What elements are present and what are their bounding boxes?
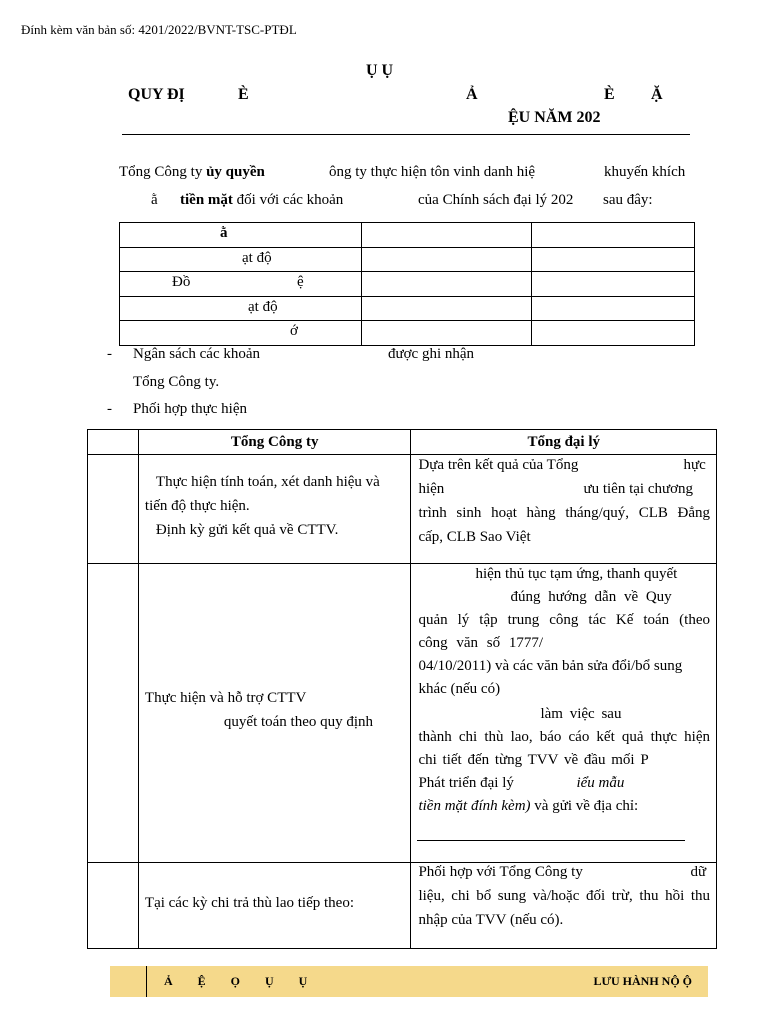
footer-separator [146,966,147,997]
table-row [120,223,695,248]
cell-text: dữ [690,864,707,880]
title-line-2-part-b: È [238,86,249,103]
cell-text: Dựa trên kết quả của Tổng [418,457,579,473]
title-line-2-part-c: Ả [466,86,478,103]
cell-text: cấp, CLB Sao Việt [418,529,531,545]
cell-text: làm việc sau [540,706,622,722]
intro-bold-cash: tiền mặt [180,192,233,208]
cell-text: đúng hướng dẫn về Quy [510,589,672,605]
cell-text: Tại các kỳ chi trả thù lao tiếp theo: [144,895,354,911]
item-label-cell [120,296,362,321]
title-line-1: Ụ Ụ [366,62,394,79]
footer-bar [110,966,708,997]
cell-text: Định kỳ gửi kết quả về CTTV. [155,522,339,538]
header-company: Tổng Công ty [138,430,411,455]
agent-cell [411,863,717,949]
italic-text: tiền mặt đính kèm) [418,798,531,814]
table-row [120,247,695,272]
intro-bold-text: ủy quyền [206,164,265,180]
title-underline [122,134,690,135]
cell-text: trình sinh hoạt hàng tháng/quý, CLB Đẳng [418,505,710,521]
agent-cell [411,455,717,564]
cell-text: Phát triển đại lý [418,775,514,791]
item-label: Đồ [172,274,191,291]
cell-text: Thực hiện và hỗ trợ CTTV [144,690,307,706]
cell-text [418,798,638,815]
intro-text: Tổng Công ty [119,164,207,180]
title-line-2-part-a: QUY ĐỊ [128,86,185,103]
table-row [88,564,717,863]
cell-text: tiến độ thực hiện. [144,498,250,514]
table-row [120,272,695,297]
cell-text: hiện [418,481,445,497]
title-line-2-part-d: È [604,86,615,103]
footer-left-text: Ả Ệ Ọ Ụ Ụ [164,974,308,988]
bullet-1-text-b: được ghi nhận [388,346,475,362]
item-label-cell [120,247,362,272]
intro-line-1 [119,164,265,181]
item-label: ệ [297,274,304,291]
address-blank-line [417,840,685,841]
bullet-2-text: Phối hợp thực hiện [133,401,247,417]
item-label-cell [120,321,362,346]
bullet-dash: - [107,401,112,417]
cell-text: hực [683,457,706,473]
bullet-dash: - [107,346,112,362]
intro-line-2-c: của Chính sách đại lý 202 [418,192,574,208]
item-value-cell [532,296,695,321]
item-label: ớ [290,323,298,340]
header-agent: Tổng đại lý [411,430,717,455]
item-value-cell [361,223,532,248]
item-label: ạt độ [248,298,278,315]
cell-text: quản lý tập trung công tác Kế toán (theo [418,612,710,628]
cell-text: hiện thủ tục tạm ứng, thanh quyết [475,566,678,582]
cell-text: khác (nếu có) [418,681,501,697]
header-blank-cell [88,430,139,455]
intro-line-2-a: ằ [151,192,158,208]
cell-text: công văn số 1777/ [418,635,544,651]
item-value-cell [361,272,532,297]
footer-right-text: LƯU HÀNH NỘ Ộ [593,974,692,988]
intro-line-2-b [180,192,343,209]
cell-text: Phối hợp với Tổng Công ty [418,864,583,880]
item-label: ạt độ [242,249,272,266]
items-table [119,222,695,346]
bullet-1-text-a: Ngân sách các khoản [133,346,261,362]
row-number-cell [88,455,139,564]
cell-text: Thực hiện tính toán, xét danh hiệu và [155,474,380,490]
title-line-2-part-e: Ặ [651,86,663,103]
cell-text: nhập của TVV (nếu có). [418,912,564,928]
bullet-1-line-2: Tổng Công ty. [133,374,220,390]
item-label-cell [120,272,362,297]
cell-text: chi tiết đến từng TVV về đầu mối P [418,752,649,768]
intro-line-2-d: sau đây: [603,192,653,208]
table-row [88,455,717,564]
item-value-cell [361,247,532,272]
coordination-table [87,429,717,949]
table-row [88,863,717,949]
item-value-cell [532,321,695,346]
company-cell [138,564,411,863]
table-row [120,296,695,321]
item-value-cell [532,272,695,297]
company-cell [138,455,411,564]
title-line-3: ỆU NĂM 202 [508,109,601,126]
cell-text: ưu tiên tại chương [583,481,694,497]
item-value-cell [361,321,532,346]
table-row [120,321,695,346]
intro-line-1-c: khuyến khích [604,164,686,180]
intro-text-2: đối với các khoản [232,192,344,208]
item-value-cell [532,223,695,248]
table-header-row [88,430,717,455]
document-reference: Đính kèm văn bản số: 4201/2022/BVNT-TSC-PTĐL [21,22,297,37]
intro-line-1-b: ông ty thực hiện tôn vinh danh hiệ [329,164,536,180]
cell-text: 04/10/2011) và các văn bản sửa đổi/bổ sung [418,658,683,674]
cell-text: liệu, chi bổ sung và/hoặc đối trừ, thu hồi thu [418,888,710,904]
agent-cell [411,564,717,863]
company-cell [138,863,411,949]
row-number-cell [88,863,139,949]
item-value-cell [361,296,532,321]
cell-text: iểu mẫu [576,775,625,791]
item-label: ằ [220,225,228,241]
item-value-cell [532,247,695,272]
row-number-cell [88,564,139,863]
cell-text: quyết toán theo quy định [223,714,374,730]
cell-text: thành chi thù lao, báo cáo kết quả thực hiện [418,729,710,745]
cell-text: và gửi về địa chỉ: [530,798,639,814]
item-label-cell [120,223,362,248]
